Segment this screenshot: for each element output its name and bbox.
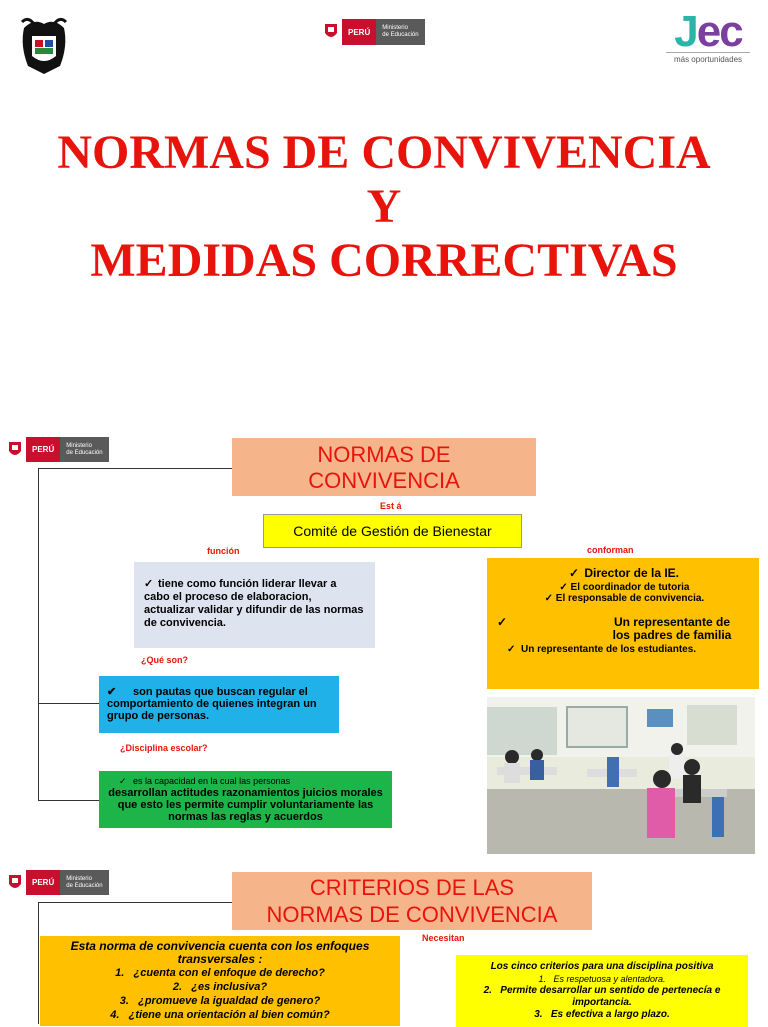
conforman-item-text: Director de la IE. bbox=[584, 566, 680, 580]
criterios-intro: Los cinco criterios para una disciplina positiva bbox=[490, 961, 714, 972]
comite-box: Comité de Gestión de Bienestar bbox=[263, 514, 522, 548]
jec-logo bbox=[666, 7, 750, 74]
classroom-photo bbox=[487, 697, 755, 854]
funcion-box bbox=[134, 562, 375, 648]
tree-connector bbox=[38, 468, 39, 800]
funcion-label: función bbox=[207, 546, 240, 556]
conforman-box bbox=[487, 558, 759, 689]
disciplina-label: ¿Disciplina escolar? bbox=[120, 743, 208, 753]
criterio-text: Es efectiva a largo plazo. bbox=[550, 1009, 670, 1020]
que-son-box bbox=[99, 676, 339, 733]
conforman-item bbox=[497, 593, 749, 604]
funcion-text: tiene como función liderar llevar a cabo el proceso de elaboracion, actualizar validar y difundir de las normas de convivencia. bbox=[144, 578, 364, 629]
enfoque-text: ¿cuenta con el enfoque de derecho? bbox=[133, 967, 325, 979]
disciplina-line bbox=[107, 775, 384, 787]
enfoques-box bbox=[40, 936, 400, 1026]
main-title-line-3: MEDIDAS CORRECTIVAS bbox=[90, 234, 678, 287]
enfoques-intro: Esta norma de convivencia cuenta con los enfoques transversales : bbox=[70, 939, 370, 966]
que-son-text: son pautas que buscan regular el comportamiento de quienes integran un grupo de personas. bbox=[107, 686, 317, 722]
ministerio-logo-slide3 bbox=[4, 870, 109, 895]
criterios-title-line-2: NORMAS DE CONVIVENCIA bbox=[266, 902, 558, 927]
criterio-number: 3. bbox=[534, 1009, 551, 1020]
disciplina-text: desarrollan actitudes razonamientos juicios morales que esto les permite cumplir voluntariamente las normas las reglas y acuerdos bbox=[108, 787, 383, 823]
peru-label: PERÚ bbox=[342, 19, 376, 45]
conforman-item-text: El coordinador de tutoria bbox=[570, 582, 690, 593]
criterio-number: 1. bbox=[538, 974, 554, 984]
criterio-item bbox=[456, 973, 748, 985]
conforman-item bbox=[497, 566, 749, 580]
enfoque-text: ¿promueve la igualdad de genero? bbox=[138, 995, 321, 1007]
tree-connector bbox=[38, 468, 232, 469]
peru-label: PERÚ bbox=[26, 437, 60, 462]
ministerio-label: Ministerio de Educación bbox=[66, 875, 103, 889]
tree-connector bbox=[38, 902, 232, 903]
enfoque-number: 2. bbox=[172, 981, 192, 993]
enfoque-item bbox=[40, 980, 400, 994]
peru-shield-icon bbox=[320, 19, 342, 45]
peru-shield-icon bbox=[4, 437, 26, 462]
criterio-text: Permite desarrollar un sentido de pertenecía e importancia. bbox=[500, 985, 721, 1008]
main-title-line-2: Y bbox=[366, 180, 402, 233]
criterio-text: Es respetuosa y alentadora. bbox=[553, 974, 666, 984]
check-icon: ✓ bbox=[497, 615, 508, 629]
enfoque-item bbox=[40, 1008, 400, 1022]
criterios-title bbox=[232, 872, 592, 930]
enfoque-item bbox=[40, 994, 400, 1008]
main-title-line-1: NORMAS DE CONVIVENCIA bbox=[57, 126, 711, 179]
tree-connector bbox=[38, 703, 99, 704]
criterios-box bbox=[456, 955, 748, 1027]
que-son-label: ¿Qué son? bbox=[141, 655, 188, 665]
criterio-item bbox=[456, 1009, 748, 1021]
disciplina-box bbox=[99, 771, 392, 828]
main-title bbox=[0, 126, 768, 288]
conforman-item bbox=[497, 582, 749, 593]
jec-word-rest: ec bbox=[696, 7, 742, 56]
normas-convivencia-title bbox=[232, 438, 536, 496]
ministerio-label: Ministerio de Educación bbox=[66, 442, 103, 456]
peru-label: PERÚ bbox=[26, 870, 60, 895]
disciplina-text-small: es la capacidad en la cual las personas bbox=[133, 776, 291, 786]
check-icon: ✓ bbox=[119, 776, 127, 786]
ministerio-logo bbox=[320, 19, 425, 45]
conforman-item-text: Un representante de los estudiantes. bbox=[521, 644, 697, 655]
check-icon: ✔ bbox=[107, 686, 117, 698]
normas-title-line-2: CONVIVENCIA bbox=[308, 468, 460, 493]
check-icon: ✓ bbox=[144, 578, 154, 590]
enfoque-number: 3. bbox=[119, 995, 139, 1007]
conforman-item-text: El responsable de convivencia. bbox=[555, 593, 705, 604]
enfoque-text: ¿tiene una orientación al bien común? bbox=[128, 1009, 330, 1021]
school-crest-icon bbox=[18, 16, 70, 76]
check-icon: ✓ bbox=[507, 644, 516, 655]
criterio-item bbox=[456, 985, 748, 1009]
esta-label: Est á bbox=[380, 501, 402, 511]
enfoque-text: ¿es inclusiva? bbox=[191, 981, 268, 993]
jec-word-j: J bbox=[674, 7, 697, 56]
tree-connector bbox=[38, 902, 39, 1024]
check-icon: ✓ bbox=[559, 582, 568, 593]
check-icon: ✓ bbox=[568, 566, 579, 580]
criterios-title-line-1: CRITERIOS DE LAS bbox=[309, 875, 515, 900]
criterio-number: 2. bbox=[483, 985, 501, 996]
necesitan-label: Necesitan bbox=[422, 933, 465, 943]
check-icon: ✓ bbox=[544, 593, 553, 604]
jec-word bbox=[666, 7, 750, 56]
enfoque-number: 4. bbox=[110, 1009, 129, 1021]
ministerio-label: Ministerio de Educación bbox=[382, 25, 419, 38]
enfoque-item bbox=[40, 966, 400, 980]
normas-title-line-1: NORMAS DE bbox=[317, 442, 451, 467]
jec-tagline: más oportunidades bbox=[666, 52, 750, 64]
tree-connector bbox=[38, 800, 99, 801]
conforman-item bbox=[497, 616, 749, 642]
conforman-item-text: Un representante de los padres de familia bbox=[612, 615, 732, 642]
enfoque-number: 1. bbox=[115, 967, 134, 979]
ministerio-logo-slide2 bbox=[4, 437, 109, 462]
conforman-label: conforman bbox=[587, 545, 634, 555]
peru-shield-icon bbox=[4, 870, 26, 895]
conforman-item bbox=[497, 644, 749, 655]
